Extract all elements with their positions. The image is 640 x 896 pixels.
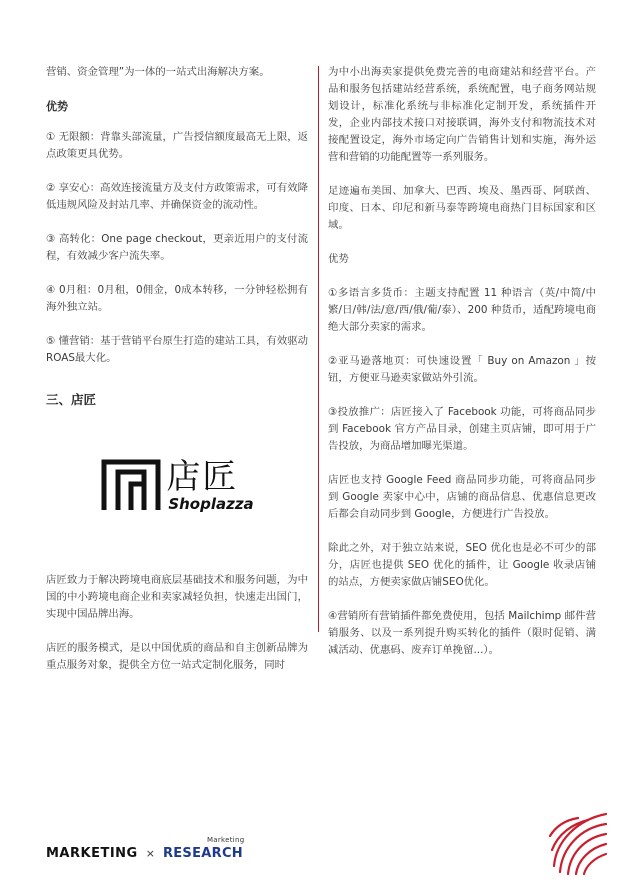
right-para-1: 为中小出海卖家提供免费完善的电商建站和经营平台。产品和服务包括建站经营系统，系统配置，电子商务网站规划设计，标准化系统与非标准化定制开发，系统插件开发，企业内部技术接口对接联调，海外支付和物流技术对接配置设定，海外市场定向广告销售计划和实施，海外运营和营销的功能配置等一系列服务。	[328, 66, 596, 163]
right-item-5: 除此之外，对于独立站来说，SEO 优化也是必不可少的部分，店匠也提供 SEO 优化的插件，让 Google 收录店铺的站点，方便卖家做店铺SEO优化。	[328, 542, 596, 588]
research-brand	[162, 836, 245, 861]
footer-brands	[46, 836, 245, 861]
left-column	[46, 64, 308, 691]
research-brand-small: Marketing	[206, 836, 245, 844]
marketing-brand: MARKETING	[46, 846, 138, 861]
advantage-item-4: ④ 0月租：0月租，0佣金，0成本转移，一分钟轻松拥有海外独立站。	[46, 284, 308, 313]
right-item-4: 店匠也支持 Google Feed 商品同步功能，可将商品同步到 Google 卖家中心中，店铺的商品信息、优惠信息更改后都会自动同步到 Google，方便进行广告投放。	[328, 474, 596, 520]
times-symbol: ×	[145, 847, 155, 860]
advantages-heading-right: 优势	[328, 253, 349, 265]
right-para-2: 足迹遍布美国、加拿大、巴西、埃及、墨西哥、阿联酋、印度、日本、印尼和新马泰等跨境电商热门目标国家和区域。	[328, 185, 596, 231]
corner-swirl-icon	[548, 806, 610, 876]
right-item-3: ③投放推广：店匠接入了 Facebook 功能，可将商品同步到 Facebook 官方产品目录，创建主页店铺，即可用于广告投放，为商品增加曝光渠道。	[328, 406, 596, 452]
left-para-2: 店匠的服务模式，是以中国优质的商品和自主创新品牌为重点服务对象，提供全方位一站式定制化服务，同时	[46, 642, 308, 671]
right-column	[328, 64, 596, 676]
advantage-item-5: ⑤ 懂营销：基于营销平台原生打造的建站工具，有效驱动ROAS最大化。	[46, 335, 308, 364]
shoplazza-logo	[46, 456, 308, 514]
research-brand-text: RESEARCH	[162, 846, 243, 861]
right-item-6: ④营销所有营销插件都免费使用，包括 Mailchimp 邮件营销服务、以及一系列提升购买转化的插件（限时促销、满减活动、优惠码、废弃订单挽留...）。	[328, 610, 596, 656]
left-intro: 营销、资金管理”为一体的一站式出海解决方案。	[46, 66, 270, 78]
column-divider	[318, 66, 319, 632]
left-para-1: 店匠致力于解决跨境电商底层基础技术和服务问题，为中国的中小跨境电商企业和卖家减轻负担，快速走出国门，实现中国品牌出海。	[46, 574, 308, 620]
shoplazza-logo-icon	[100, 456, 162, 514]
section-title: 三、店匠	[46, 392, 97, 407]
right-item-1: ①多语言多货币：主题支持配置 11 种语言（英/中简/中繁/日/韩/法/意/西/俄/葡/泰）、200 种货币，适配跨境电商绝大部分卖家的需求。	[328, 287, 596, 333]
advantages-heading-left: 优势	[46, 100, 68, 113]
advantage-item-3: ③ 高转化：One page checkout，更亲近用户的支付流程，有效减少客户流失率。	[46, 233, 308, 262]
advantage-item-1: ① 无限额：背靠头部流量，广告授信额度最高无上限，返点政策更具优势。	[46, 131, 308, 160]
logo-english-text: Shoplazza	[168, 494, 254, 513]
logo-chinese-text: 店匠	[166, 456, 239, 497]
right-item-2: ②亚马逊落地页：可快速设置「 Buy on Amazon 」按钮，方便亚马逊卖家做站外引流。	[328, 355, 596, 384]
advantage-item-2: ② 享安心：高效连接流量方及支付方政策需求，可有效降低违规风险及封站几率、并确保资金的流动性。	[46, 182, 308, 211]
